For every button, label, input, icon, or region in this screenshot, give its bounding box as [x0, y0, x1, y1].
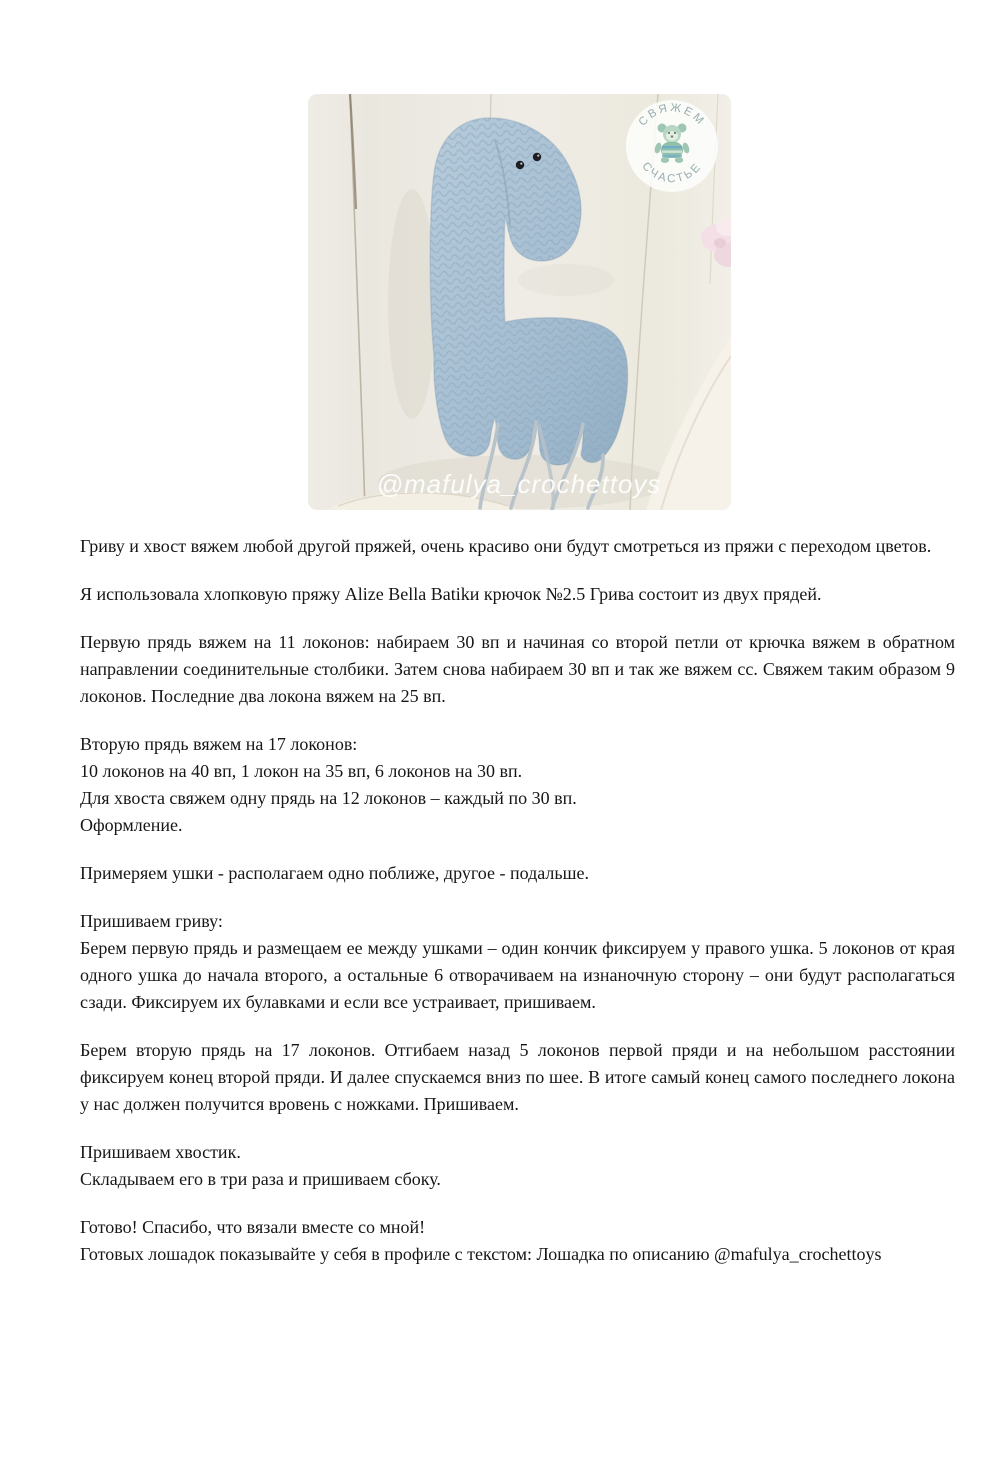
logo-text-top: СВЯЖЕМ — [636, 101, 708, 129]
text-line: Готово! Спасибо, что вязали вместе со мной! — [80, 1217, 426, 1237]
wall-shadow — [388, 189, 436, 419]
text-line: Оформление. — [80, 815, 183, 835]
eye-glint — [537, 155, 539, 157]
text-line: Вторую прядь вяжем на 17 локонов: — [80, 734, 358, 754]
paragraph — [80, 731, 955, 839]
paragraph — [80, 1037, 955, 1118]
eye-icon — [516, 161, 524, 169]
document-body — [80, 533, 955, 1289]
text-line: 10 локонов на 40 вп, 1 локон на 35 вп, 6 локонов на 30 вп. — [80, 761, 523, 781]
logo-badge — [626, 100, 718, 192]
text-line: Берем вторую прядь на 17 локонов. Отгибаем назад 5 локонов первой пряди и на небольшом расстоянии фиксируем конец второй пряди. И далее спускаемся вниз по шее. В итоге самый конец самого последнего локона у нас должен получится вровень с ножками. Пришиваем. — [80, 1040, 955, 1114]
paragraph — [80, 581, 955, 608]
text-line: Готовых лошадок показывайте у себя в профиле с текстом: Лошадка по описанию @mafulya_crochettoys — [80, 1244, 882, 1264]
eye-glint — [520, 163, 522, 165]
text-line: Складываем его в три раза и пришиваем сбоку. — [80, 1169, 441, 1189]
wall-shadow — [518, 264, 614, 296]
text-line: Гриву и хвост вяжем любой другой пряжей, очень красиво они будут смотреться из пряжи с переходом цветов. — [80, 536, 932, 556]
text-line: Пришиваем гриву: — [80, 911, 223, 931]
toy-photo — [308, 94, 731, 510]
photo-scene — [308, 94, 731, 510]
watermark-text: @mafulya_crochettoys — [376, 469, 662, 499]
text-line: Для хвоста свяжем одну прядь на 12 локонов – каждый по 30 вп. — [80, 788, 577, 808]
text-line: Я использовала хлопковую пряжу Alize Bella Batikи крючок №2.5 Грива состоит из двух прядей. — [80, 584, 822, 604]
text-line: Пришиваем хвостик. — [80, 1142, 241, 1162]
paragraph — [80, 1139, 955, 1193]
paragraph — [80, 1214, 955, 1268]
paragraph — [80, 908, 955, 1016]
eye-icon — [533, 153, 541, 161]
paragraph — [80, 629, 955, 710]
paragraph — [80, 860, 955, 887]
text-line: Первую прядь вяжем на 11 локонов: набираем 30 вп и начиная со второй петли от крючка вяжем в обратном направлении соединительные столбики. Затем снова набираем 30 вп и так же вяжем сс. Свяжем таким образом 9 локонов. Последние два локона вяжем на 25 вп. — [80, 632, 955, 706]
text-line: Примеряем ушки - располагаем одно поближе, другое - подальше. — [80, 863, 589, 883]
logo-text-bottom: СЧАСТЬЕ — [639, 160, 705, 186]
paragraph — [80, 533, 955, 560]
text-line: Берем первую прядь и размещаем ее между ушками – один кончик фиксируем у правого ушка. 5 локонов от края одного ушка до начала второго, а остальные 6 отворачиваем на изнаночную сторону – они будут располагаться сзади. Фиксируем их булавками и если все устраивает, пришиваем. — [80, 938, 955, 1012]
